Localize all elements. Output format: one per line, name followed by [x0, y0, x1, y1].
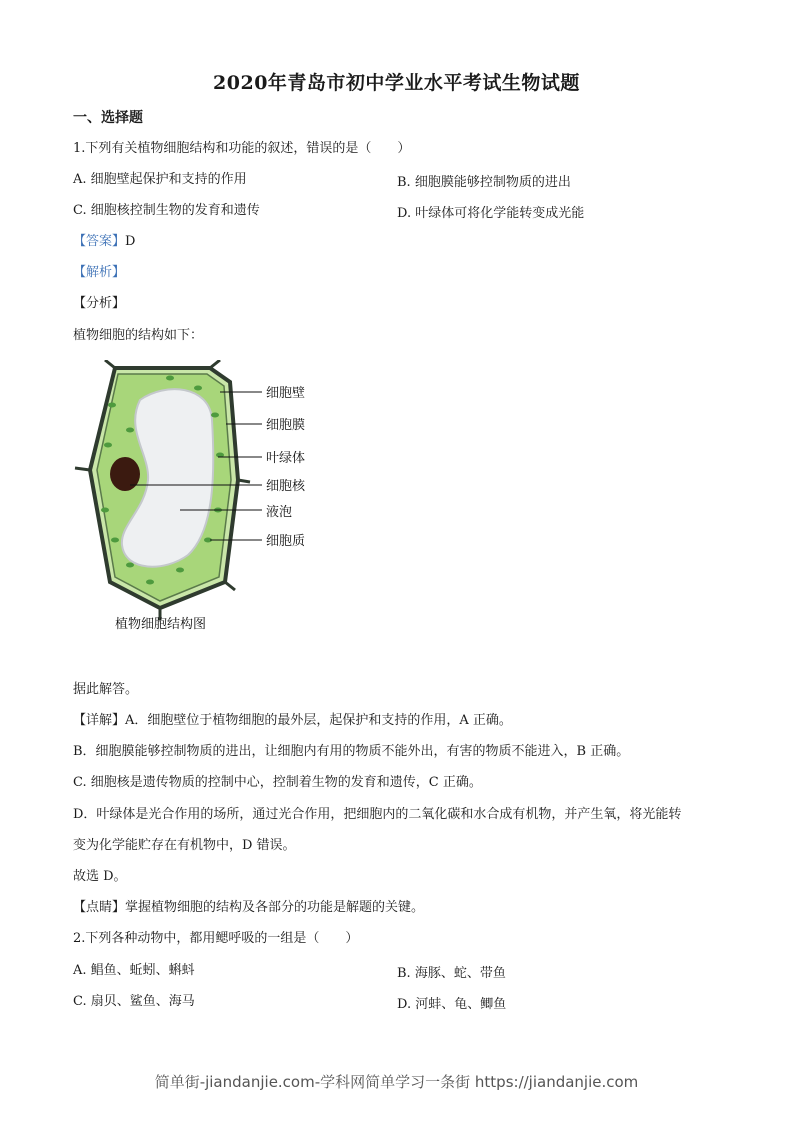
- label-nucleus: 细胞核: [266, 479, 306, 494]
- q2-option-c: C. 扇贝、鲨鱼、海马: [73, 994, 195, 1009]
- answer-line: [73, 233, 135, 251]
- label-cell-membrane: 细胞膜: [266, 418, 306, 433]
- answer-value: D: [125, 234, 136, 249]
- label-vacuole: 液泡: [266, 505, 293, 520]
- section-heading: 一、选择题: [73, 110, 143, 126]
- nucleus-shape: [110, 457, 140, 491]
- q2-option-b: B. 海豚、蛇、带鱼: [397, 966, 506, 981]
- key-point: 【点睛】掌握植物细胞的结构及各部分的功能是解题的关键。: [73, 900, 425, 915]
- choose-line: 故选 D。: [73, 869, 127, 884]
- q1-option-b: B. 细胞膜能够控制物质的进出: [397, 175, 571, 190]
- label-cytoplasm: 细胞质: [266, 534, 306, 549]
- detail-b: B．细胞膜能够控制物质的进出，让细胞内有用的物质不能外出，有害的物质不能进入，B 正确。: [73, 744, 630, 759]
- label-cell-wall: 细胞壁: [266, 386, 306, 401]
- detail-d-line1: D．叶绿体是光合作用的场所，通过光合作用，把细胞内的二氧化碳和水合成有机物，并产生氧，将光能转: [73, 807, 682, 822]
- answer-tag: 【答案】: [73, 234, 126, 249]
- page-title: 2020年青岛市初中学业水平考试生物试题: [213, 72, 580, 94]
- q1-option-d: D. 叶绿体可将化学能转变成光能: [397, 206, 585, 221]
- footer-watermark: 简单街-jiandanjie.com-学科网简单学习一条街 https://jiandanjie.com: [154, 1073, 639, 1091]
- diagram-intro: 植物细胞的结构如下：: [73, 328, 204, 343]
- question-1-stem: 1.下列有关植物细胞结构和功能的叙述，错误的是（ ）: [73, 141, 411, 156]
- diagram-caption: 植物细胞结构图: [115, 617, 207, 632]
- q2-option-a: A. 鲳鱼、蚯蚓、蝌蚪: [73, 963, 195, 978]
- plant-cell-diagram: [70, 360, 360, 640]
- conclude-line: 据此解答。: [73, 682, 139, 697]
- analysis-tag: 【解析】: [73, 265, 126, 280]
- q1-option-a: A. 细胞壁起保护和支持的作用: [73, 172, 247, 187]
- label-chloroplast: 叶绿体: [266, 451, 306, 466]
- detail-c: C. 细胞核是遗传物质的控制中心，控制着生物的发育和遗传，C 正确。: [73, 775, 482, 790]
- detail-a: 【详解】A．细胞壁位于植物细胞的最外层，起保护和支持的作用，A 正确。: [73, 713, 512, 728]
- q1-option-c: C. 细胞核控制生物的发育和遗传: [73, 203, 260, 218]
- detail-d-line2: 变为化学能贮存在有机物中，D 错误。: [73, 838, 296, 853]
- q2-option-d: D. 河蚌、龟、鲫鱼: [397, 997, 507, 1012]
- question-2-stem: 2.下列各种动物中，都用鳃呼吸的一组是（ ）: [73, 931, 359, 946]
- fenxi-tag: 【分析】: [73, 296, 126, 311]
